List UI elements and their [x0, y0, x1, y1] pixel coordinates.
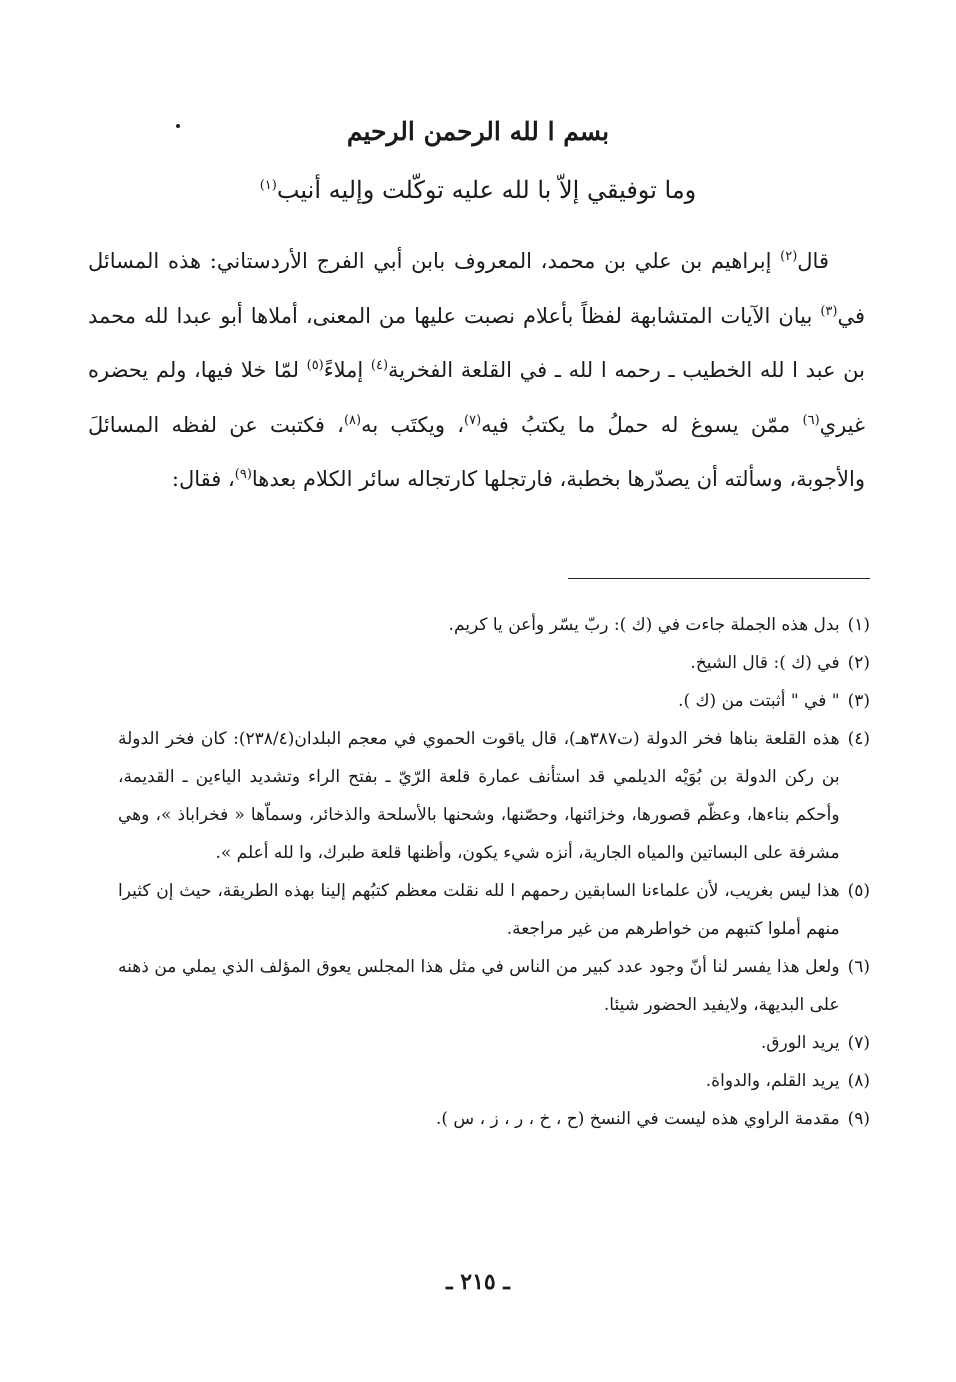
footnote-item [118, 720, 870, 872]
footnote-text: مقدمة الراوي هذه ليست في النسخ (ح ، خ ، ر ، ز ، س ). [435, 1109, 840, 1129]
paragraph-text: إملاءً [323, 358, 371, 382]
footnote-marker: (٢) [780, 249, 798, 264]
footnote-number: (٢) [847, 653, 870, 673]
footnote-separator [568, 578, 870, 579]
footnote-marker: (٥) [306, 358, 324, 373]
footnote-item [118, 1100, 870, 1138]
footnote-marker: (١) [259, 178, 277, 193]
footnote-number: (٤) [847, 729, 870, 749]
footnote-item [118, 606, 870, 644]
opening-verse-text: وما توفيقي إلاّ با لله عليه توكّلت وإليه أنيب [276, 176, 697, 204]
paragraph-text: لمّا خلا فيها، ولم يحضره غيري [88, 358, 865, 437]
footnote-text: هذا ليس بغريب، لأن علماءنا السابقين رحمهم ا لله نقلت معظم كتبُهم إلينا بهذه الطريقة، حيث إن كثيرا منهم أملوا كتبهم من خواطرهم من غير مراجعة. [118, 881, 840, 939]
footnotes-list [118, 606, 870, 1138]
paragraph-text: قال [797, 249, 829, 273]
footnote-marker: (٤) [370, 358, 389, 373]
footnote-marker: (٩) [234, 467, 252, 482]
footnote-text: بدل هذه الجملة جاءت في (ك ): ربّ يسّر وأعن يا كريم. [448, 615, 840, 635]
footnote-text: يريد الورق. [760, 1033, 840, 1053]
footnote-number: (١) [847, 615, 870, 635]
footnote-marker: (٧) [464, 412, 482, 428]
footnote-text: هذه القلعة بناها فخر الدولة (ت٣٨٧هـ)، قال ياقوت الحموي في معجم البلدان(٢٣٨/٤): كان فخر الدولة بن ركن الدولة بن بُوَيْه الديلمي قد استأنف عمارة قلعة الرّيّ ـ بفتح الراء وتشديد الياءين ـ القديمة، وأحكم بناءها، وعظّم قصورها، وخزائنها، وحصّنها، وشحنها بالأسلحة والذخائر، وسماّها « فخراباذ »، وهي مشرفة على البساتين والمياه الجارية، أنزه شيء يكون، وأظنها قلعة طبرك، وا لله أعلم ». [118, 729, 840, 863]
footnote-number: (٩) [847, 1109, 870, 1129]
footnote-number: (٥) [847, 881, 870, 901]
footnote-marker: (٨) [343, 412, 362, 428]
paragraph-text: ممّن يسوغ له حملُ ما يكتبُ فيه [481, 412, 803, 437]
footnote-text: " في " أثبتت من (ك ). [678, 691, 840, 711]
paragraph-text: ، فكتبت عن لفظه المسائلَ والأجوبة، وسألته أن يصدّرها بخطبة، فارتجلها كارتجاله سائر الكلام بعدها [88, 412, 865, 491]
footnote-item [118, 682, 870, 720]
footnote-marker: (٦) [802, 412, 820, 428]
paragraph-text: ، فقال: [171, 467, 235, 491]
scan-speck [176, 124, 180, 128]
paragraph-text: بيان الآيات المتشابهة لفظاً بأعلام نصبت عليها من المعنى، أملاها أبو عبدا لله محمد بن عبد ا لله الخطيب ـ رحمه ا لله ـ في القلعة الفخرية [88, 303, 865, 382]
footnote-marker: (٣) [820, 303, 838, 319]
paragraph-text: ، ويكتَب به [361, 412, 464, 437]
footnote-number: (٣) [847, 691, 870, 711]
footnote-item [118, 948, 870, 1024]
footnote-number: (٨) [847, 1071, 870, 1091]
footnote-item [118, 1062, 870, 1100]
opening-verse [0, 170, 956, 210]
footnote-number: (٦) [847, 957, 870, 977]
footnote-item [118, 872, 870, 948]
basmala-heading: بسم ا لله الرحمن الرحيم [346, 117, 610, 146]
page-number: ـ ٢١٥ ـ [446, 1269, 510, 1295]
footnote-item [118, 1024, 870, 1062]
paragraph-text: إبراهيم بن علي بن محمد، المعروف بابن أبي الفرج الأردستاني: هذه المسائل في [88, 249, 865, 328]
main-paragraph [88, 234, 865, 507]
footnote-text: في (ك ): قال الشيخ. [690, 653, 840, 673]
footnote-item [118, 644, 870, 682]
footnote-text: يريد القلم، والدواة. [705, 1071, 840, 1091]
footnote-text: ولعل هذا يفسر لنا أنّ وجود عدد كبير من الناس في مثل هذا المجلس يعوق المؤلف الذي يملي من ذهنه على البديهة، ولايفيد الحضور شيئا. [118, 957, 840, 1015]
footnote-number: (٧) [847, 1033, 870, 1053]
